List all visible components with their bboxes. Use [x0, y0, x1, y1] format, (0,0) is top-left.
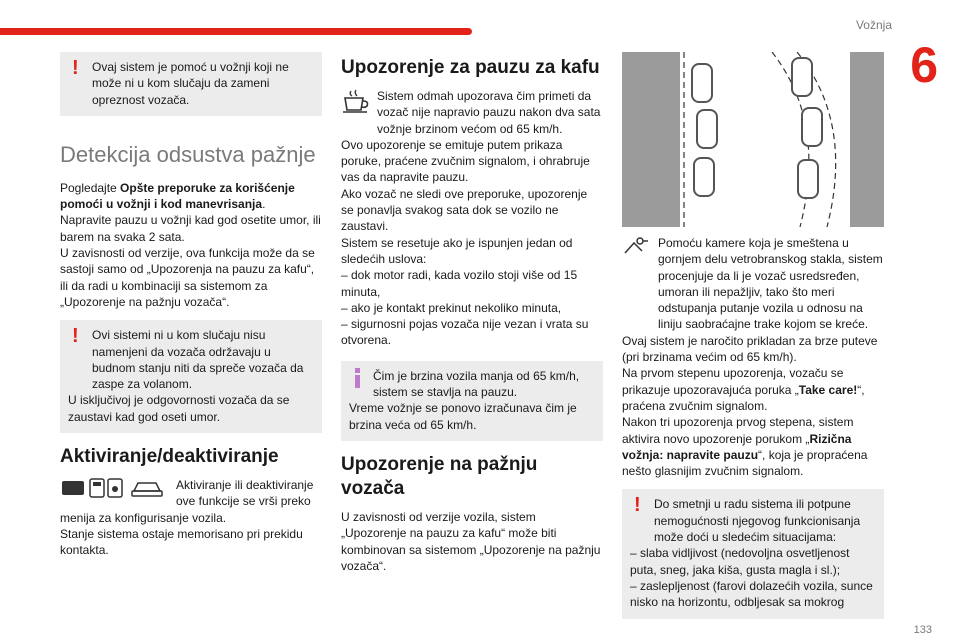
- paragraph: Stanje sistema ostaje memorisano pri prekidu kontakta.: [60, 526, 303, 558]
- paragraph: Na prvom stepenu upozorenja, vozaču se prikazuje upozoravajuća poruka „Take care!“, praćena zvučnim signalom.: [622, 366, 865, 413]
- subsection-heading: Upozorenje za pauzu za kafu: [341, 57, 600, 78]
- warning-icon: !: [72, 325, 79, 348]
- icon-paragraph: [60, 477, 322, 526]
- column-2: [341, 52, 603, 574]
- paragraph: Ako vozač ne sledi ove preporuke, upozorenje se ponavlja svakog sata dok se vozilo ne zaustavi.: [341, 186, 588, 234]
- warning-text: Do smetnji u radu sistema ili potpune nemogućnosti njegovog funkcionisanja može doći u sledećim situacijama:: [654, 497, 861, 545]
- list-item: – zaslepljenost (farovi dolazećih vozila, sunce nisko na horizontu, odbljesak sa mokrog: [630, 578, 873, 610]
- menu-settings-icon: [60, 477, 170, 499]
- subsection-heading: Aktiviranje/deaktiviranje: [60, 446, 279, 468]
- list-item: – sigurnosni pojas vozača nije vezan i vrata su otvorena.: [341, 317, 589, 348]
- info-text: Vreme vožnje se ponovo izračunava čim je brzina veća od 65 km/h.: [349, 401, 577, 432]
- warning-icon: !: [72, 57, 79, 79]
- warning-icon: !: [634, 494, 641, 517]
- section-heading: Detekcija odsustva pažnje: [60, 141, 316, 167]
- icon-paragraph: [341, 88, 603, 137]
- chapter-number: 6: [910, 37, 938, 93]
- list-item: – ako je kontakt prekinut nekoliko minuta,: [341, 300, 562, 315]
- icon-paragraph: [622, 235, 884, 333]
- warning-box: [622, 489, 884, 618]
- list-item: – slaba vidljivost (nedovoljna osvetljenost puta, sneg, jaka kiša, gusta magla i sl.);: [630, 546, 850, 577]
- lane-drift-illustration: [622, 52, 884, 227]
- column-1: [60, 52, 322, 559]
- paragraph: Ovaj sistem je naročito prikladan za brze puteve (pri brzinama većim od 65 km/h).: [622, 333, 878, 365]
- paragraph: Napravite pauzu u vožnji kad god osetite umor, ili barem na svaka 2 sata.: [60, 213, 321, 244]
- coffee-cup-icon: [341, 88, 371, 114]
- paragraph: Nakon tri upozorenja prvog stepena, sistem aktivira novo upozorenje porukom „Rizična vožnja: napravite pauzu“, koja je propraćena nešto glasnijim zvučnim signalom.: [622, 415, 868, 479]
- paragraph: Pomoću kamere koja je smeštena u gornjem delu vetrobranskog stakla, sistem procenjuje da li je vozač usredsređen, umoran ili nepažljiv, tako što meri odstupanja putanje vozila u odnosu na liniju saobraćajne trake kojom se kreće.: [658, 236, 883, 332]
- camera-icon: [622, 235, 650, 257]
- warning-text: U isključivoj je odgovornosti vozača da se zaustavi kad god oseti umor.: [68, 393, 290, 424]
- column-3: [622, 52, 884, 631]
- paragraph: Pogledajte Opšte preporuke za korišćenje pomoći u vožnji i kod manevrisanja.: [60, 180, 295, 212]
- paragraph: Sistem odmah upozorava čim primeti da vozač nije napravio pauzu nakon dva sata vožnje brzinom većom od 65 km/h.: [377, 89, 601, 136]
- info-box: [341, 361, 603, 441]
- list-item: – dok motor radi, kada vozilo stoji više od 15 minuta,: [341, 268, 578, 299]
- warning-box: [60, 52, 322, 116]
- warning-text: Ovaj sistem je pomoć u vožnji koji ne može ni u kom slučaju da zameni opreznost vozača.: [92, 60, 289, 107]
- page-number: 133: [913, 624, 932, 636]
- paragraph: Ovo upozorenje se emituje putem prikaza poruke, praćene zvučnim signalom, i ohrabruje vas da napravite pauzu.: [341, 137, 590, 185]
- warning-box: [60, 320, 322, 433]
- section-title: Vožnja: [855, 18, 892, 32]
- paragraph: U zavisnosti od verzije vozila, sistem „Upozorenje na pauzu za kafu“ može biti kombinovan sa sistemom „Upozorenje na pažnju vozača“.: [341, 509, 601, 573]
- top-accent-bar: [0, 28, 472, 35]
- paragraph: U zavisnosti od verzije, ova funkcija može da se sastoji samo od „Upozorenja na pauzu za kafu“, ili da radi u kombinaciji sa sistemom za „Upozorenje na pažnju vozača“.: [60, 246, 315, 309]
- info-text: Čim je brzina vozila manja od 65 km/h, sistem se stavlja na pauzu.: [373, 368, 580, 400]
- subsection-heading: Upozorenje na pažnju vozača: [341, 453, 538, 499]
- road-drawing: [622, 52, 884, 227]
- paragraph: Sistem se resetuje ako je ispunjen jedan od sledećih uslova:: [341, 235, 573, 266]
- info-icon: [355, 368, 360, 388]
- paragraph: Aktiviranje ili deaktiviranje ove funkcije se vrši preko menija za konfigurisanje vozila.: [60, 478, 314, 525]
- warning-text: Ovi sistemi ni u kom slučaju nisu namenjeni da vozača održavaju u budnom stanju niti da spreče vozača da zaspe za volanom.: [92, 328, 304, 392]
